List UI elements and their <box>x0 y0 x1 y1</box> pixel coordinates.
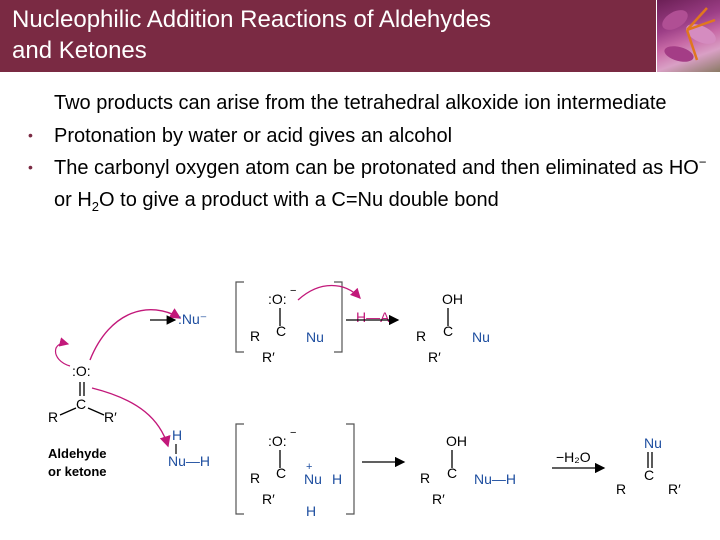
start-carbon: C <box>76 396 87 412</box>
bottom-alcohol-OH: OH <box>446 433 467 449</box>
top-alcohol-Nu: Nu <box>472 329 490 345</box>
bullet-icon: • <box>28 159 33 175</box>
product-Rp: R′ <box>668 481 681 497</box>
bullet-item-alcohol: • Protonation by water or acid gives an alcohol <box>28 120 708 153</box>
bottom-alcohol-NuH: Nu—H <box>474 471 517 487</box>
flower-petals-graphic <box>657 0 720 72</box>
saffron-flower-image <box>657 0 720 72</box>
start-oxygen: :O: <box>72 363 91 379</box>
title-bar <box>0 0 656 72</box>
bottom-R: R <box>250 470 261 486</box>
bullet-item-elimination: • The carbonyl oxygen atom can be protonated and then eliminated as HO− or $H_2O$ to give a product with a C=Nu double bond <box>28 152 708 216</box>
acid-label: H—A <box>356 309 390 325</box>
neutral-H-label: H <box>172 427 183 443</box>
bottom-alcohol-C: C <box>447 465 458 481</box>
bracket-right <box>334 282 342 352</box>
start-R: R <box>48 409 59 425</box>
slide-title <box>12 4 652 66</box>
starting-carbonyl <box>48 363 117 479</box>
top-charge: − <box>290 285 297 297</box>
bracket-left <box>236 424 244 514</box>
top-pathway <box>150 282 490 365</box>
ketone-label: or ketone <box>48 464 107 479</box>
elimination-label: −H₂O <box>556 449 591 465</box>
top-Nu: Nu <box>306 329 324 345</box>
bottom-alkoxide-O: :O: <box>268 433 287 449</box>
top-alcohol-R: R <box>416 328 427 344</box>
bottom-plus: + <box>306 461 313 473</box>
product-R: R <box>616 481 627 497</box>
bottom-NuH-lower: H <box>306 503 317 519</box>
start-Rp: R′ <box>104 409 117 425</box>
bottom-NuH: H <box>332 471 343 487</box>
slide-title-line2: and Ketones <box>12 37 147 64</box>
slide-title-line1: Nucleophilic Addition Reactions of Aldehydes <box>12 6 491 33</box>
protonation-arrow <box>298 286 360 301</box>
bullet-list <box>28 88 708 216</box>
bottom-C: C <box>276 465 287 481</box>
aldehyde-label: Aldehyde <box>48 446 107 461</box>
top-alcohol-OH: OH <box>442 291 463 307</box>
top-Rp: R′ <box>262 349 275 365</box>
bottom-alcohol-R: R <box>420 470 431 486</box>
product-Nu: Nu <box>644 435 662 451</box>
reaction-scheme <box>0 270 720 535</box>
bullet-icon: • <box>28 126 33 143</box>
bottom-charge: − <box>290 427 297 439</box>
nucleophile-label: :Nu⁻ <box>178 311 208 327</box>
neutral-nucleophile: Nu—H <box>168 453 211 469</box>
top-alkoxide-O: :O: <box>268 291 287 307</box>
top-alcohol-Rp: R′ <box>428 349 441 365</box>
bottom-Rp: R′ <box>262 491 275 507</box>
bottom-Nu: Nu <box>304 471 322 487</box>
top-R: R <box>250 328 261 344</box>
top-C: C <box>276 323 287 339</box>
bracket-right <box>346 424 354 514</box>
upper-attack-arrow <box>90 310 180 360</box>
bottom-pathway <box>168 424 681 519</box>
bottom-alcohol-Rp: R′ <box>432 491 445 507</box>
product-C: C <box>644 467 655 483</box>
bracket-left <box>236 282 244 352</box>
electron-shift-arrow <box>56 343 71 366</box>
top-alcohol-C: C <box>443 323 454 339</box>
intro-text: Two products can arise from the tetrahedral alkoxide ion intermediate <box>54 92 667 114</box>
